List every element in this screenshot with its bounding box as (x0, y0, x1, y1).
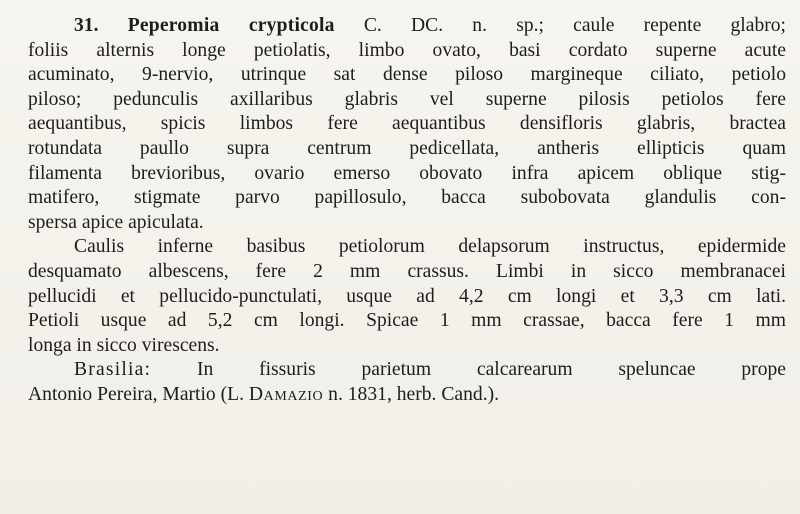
distribution-line (28, 358, 786, 383)
species-description (28, 14, 786, 408)
species-binomial: Peperomia crypticola (127, 15, 335, 36)
distribution-region: Brasilia: (74, 359, 152, 381)
description-line: spersa apice apiculata. (28, 211, 204, 233)
description-line: rotundata paullo supra centrum pedicellata, antheris ellipticis quam (28, 137, 786, 159)
description-line: piloso; pedunculis axillaribus glabris vel superne pilosis petiolos fere (28, 88, 786, 110)
observation-line: desquamato albescens, fere 2 mm crassus. Limbi in sicco membranacei (28, 260, 786, 282)
collection-locality: Antonio Pereira, Martio (L. (28, 383, 249, 405)
description-line: acuminato, 9-nervio, utrinque sat dense piloso margineque ciliato, petiolo (28, 64, 786, 86)
observation-line: pellucidi et pellucido-punctulati, usque ad 4,2 cm longi et 3,3 cm lati. (28, 285, 786, 307)
observation-line: Petioli usque ad 5,2 cm longi. Spicae 1 mm crassae, bacca fere 1 mm (28, 310, 786, 332)
species-authority: C. DC. n. sp.; caule repente glabro; (334, 15, 787, 36)
distribution-locality: In fissuris parietum calcarearum speluncae prope (151, 359, 786, 381)
description-line: filamenta brevioribus, ovario emerso obovato infra apicem oblique stig- (28, 162, 786, 184)
description-line: aequantibus, spicis limbos fere aequantibus densifloris glabris, bractea (28, 113, 786, 135)
distribution-collection-line (28, 383, 786, 408)
observation-line: longa in sicco virescens. (28, 334, 220, 356)
entry-heading-line (28, 14, 786, 39)
species-number: 31. (74, 15, 99, 36)
description-line: matifero, stigmate parvo papillosulo, bacca subobovata glandulis con- (28, 187, 786, 209)
collector-name: Damazio (248, 383, 324, 405)
description-line: foliis alternis longe petiolatis, limbo ovato, basi cordato superne acute (28, 39, 786, 61)
collection-reference: n. 1831, herb. Cand.). (323, 383, 500, 405)
observation-line: Caulis inferne basibus petiolorum delapsorum instructus, epidermide (74, 236, 786, 258)
